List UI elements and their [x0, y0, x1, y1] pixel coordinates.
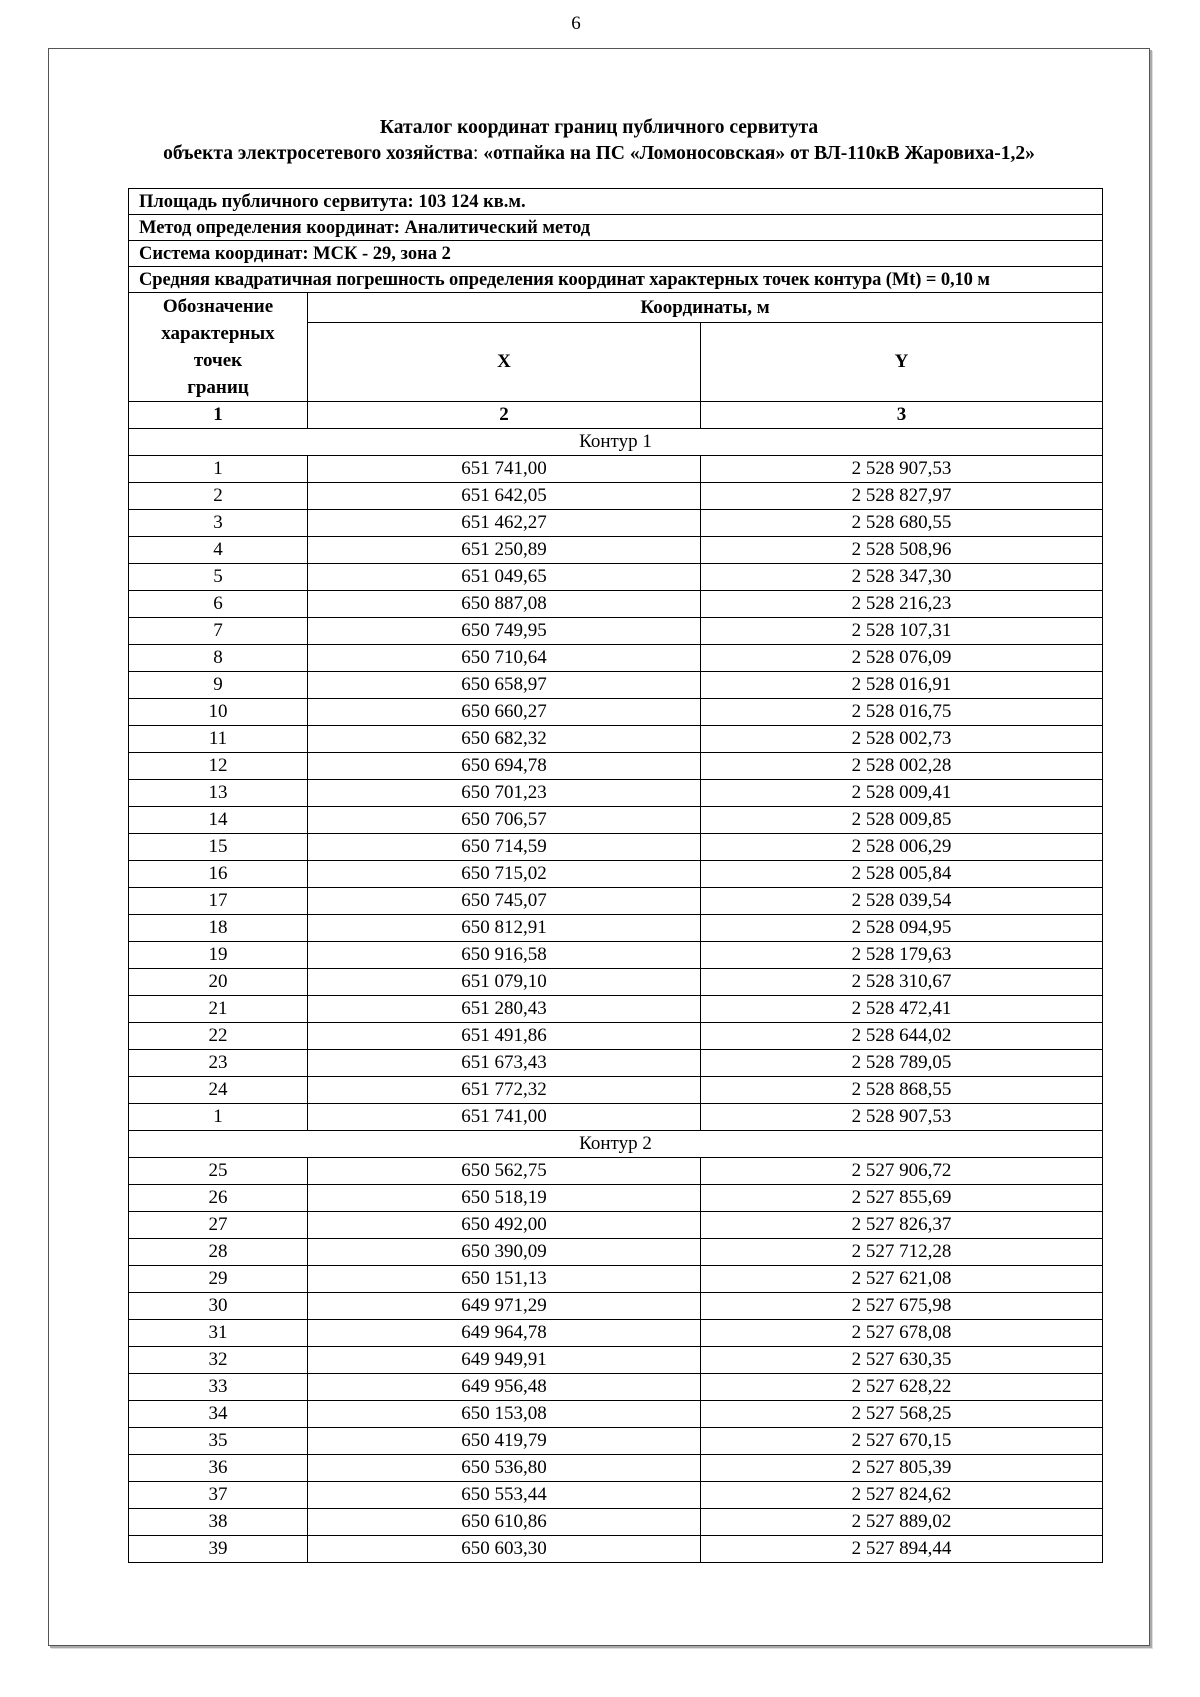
point-number-cell: 26	[129, 1185, 308, 1212]
x-coordinate-cell: 650 694,78	[308, 753, 701, 780]
point-number-cell: 20	[129, 969, 308, 996]
x-coordinate-cell: 650 492,00	[308, 1212, 701, 1239]
header-numbering-row	[129, 402, 1103, 429]
y-coordinate-cell: 2 527 621,08	[701, 1266, 1103, 1293]
table-row	[129, 1536, 1103, 1563]
point-number-cell: 31	[129, 1320, 308, 1347]
x-coordinate-cell: 650 916,58	[308, 942, 701, 969]
header-point-line: точек	[193, 350, 243, 371]
y-coordinate-cell: 2 528 016,75	[701, 699, 1103, 726]
x-coordinate-cell: 651 741,00	[308, 456, 701, 483]
y-coordinate-cell: 2 528 179,63	[701, 942, 1103, 969]
x-coordinate-cell: 650 701,23	[308, 780, 701, 807]
point-number-cell: 2	[129, 483, 308, 510]
y-coordinate-cell: 2 527 630,35	[701, 1347, 1103, 1374]
x-coordinate-cell: 650 715,02	[308, 861, 701, 888]
info-system: Система координат: МСК - 29, зона 2	[129, 241, 1103, 267]
table-row	[129, 591, 1103, 618]
x-coordinate-cell: 650 745,07	[308, 888, 701, 915]
table-row	[129, 564, 1103, 591]
point-number-cell: 25	[129, 1158, 308, 1185]
x-coordinate-cell: 650 749,95	[308, 618, 701, 645]
contour-header-row	[129, 1131, 1103, 1158]
y-coordinate-cell: 2 528 005,84	[701, 861, 1103, 888]
table-row	[129, 915, 1103, 942]
point-number-cell: 3	[129, 510, 308, 537]
table-row	[129, 1293, 1103, 1320]
table-row	[129, 483, 1103, 510]
table-row	[129, 1401, 1103, 1428]
point-number-cell: 28	[129, 1239, 308, 1266]
table-row	[129, 1482, 1103, 1509]
table-row	[129, 726, 1103, 753]
table-row	[129, 1428, 1103, 1455]
x-coordinate-cell: 650 153,08	[308, 1401, 701, 1428]
table-row	[129, 537, 1103, 564]
header-coordinates: Координаты, м	[308, 293, 1103, 323]
y-coordinate-cell: 2 528 907,53	[701, 1104, 1103, 1131]
x-coordinate-cell: 649 956,48	[308, 1374, 701, 1401]
header-x: X	[308, 323, 701, 402]
title-line-1: Каталог координат границ публичного сервитута	[379, 117, 819, 138]
info-error: Средняя квадратичная погрешность определения координат характерных точек контура (Mt) = 0,10 м	[129, 267, 1103, 293]
point-number-cell: 32	[129, 1347, 308, 1374]
header-point-line: характерных	[161, 323, 275, 344]
table-row	[129, 1320, 1103, 1347]
info-row-system	[129, 241, 1103, 267]
x-coordinate-cell: 650 390,09	[308, 1239, 701, 1266]
title-line-2-separator: :	[473, 143, 484, 164]
document-title	[48, 115, 1150, 167]
table-row	[129, 672, 1103, 699]
y-coordinate-cell: 2 527 712,28	[701, 1239, 1103, 1266]
table-row	[129, 861, 1103, 888]
table-row	[129, 1077, 1103, 1104]
table-row	[129, 1212, 1103, 1239]
table-row	[129, 1374, 1103, 1401]
x-coordinate-cell: 650 419,79	[308, 1428, 701, 1455]
point-number-cell: 11	[129, 726, 308, 753]
y-coordinate-cell: 2 527 568,25	[701, 1401, 1103, 1428]
table-row	[129, 807, 1103, 834]
coordinates-catalog-table	[128, 188, 1103, 1563]
table-row	[129, 1347, 1103, 1374]
contour-header-row	[129, 429, 1103, 456]
point-number-cell: 17	[129, 888, 308, 915]
contour-label: Контур 1	[129, 429, 1103, 456]
point-number-cell: 21	[129, 996, 308, 1023]
y-coordinate-cell: 2 528 310,67	[701, 969, 1103, 996]
y-coordinate-cell: 2 528 347,30	[701, 564, 1103, 591]
table-row	[129, 510, 1103, 537]
y-coordinate-cell: 2 528 039,54	[701, 888, 1103, 915]
point-number-cell: 27	[129, 1212, 308, 1239]
table-row	[129, 618, 1103, 645]
x-coordinate-cell: 650 603,30	[308, 1536, 701, 1563]
x-coordinate-cell: 651 280,43	[308, 996, 701, 1023]
info-row-method	[129, 215, 1103, 241]
x-coordinate-cell: 651 772,32	[308, 1077, 701, 1104]
y-coordinate-cell: 2 528 016,91	[701, 672, 1103, 699]
y-coordinate-cell: 2 527 670,15	[701, 1428, 1103, 1455]
point-number-cell: 6	[129, 591, 308, 618]
y-coordinate-cell: 2 528 789,05	[701, 1050, 1103, 1077]
point-number-cell: 36	[129, 1455, 308, 1482]
x-coordinate-cell: 651 642,05	[308, 483, 701, 510]
table-row	[129, 1266, 1103, 1293]
table-row	[129, 1023, 1103, 1050]
point-number-cell: 24	[129, 1077, 308, 1104]
point-number-cell: 33	[129, 1374, 308, 1401]
header-col-num-2: 2	[308, 402, 701, 429]
y-coordinate-cell: 2 527 855,69	[701, 1185, 1103, 1212]
y-coordinate-cell: 2 527 894,44	[701, 1536, 1103, 1563]
table-row	[129, 1104, 1103, 1131]
table-row	[129, 1050, 1103, 1077]
table-row	[129, 699, 1103, 726]
x-coordinate-cell: 650 714,59	[308, 834, 701, 861]
y-coordinate-cell: 2 527 889,02	[701, 1509, 1103, 1536]
y-coordinate-cell: 2 528 907,53	[701, 456, 1103, 483]
x-coordinate-cell: 650 887,08	[308, 591, 701, 618]
point-number-cell: 34	[129, 1401, 308, 1428]
x-coordinate-cell: 649 964,78	[308, 1320, 701, 1347]
y-coordinate-cell: 2 528 076,09	[701, 645, 1103, 672]
point-number-cell: 37	[129, 1482, 308, 1509]
x-coordinate-cell: 651 462,27	[308, 510, 701, 537]
y-coordinate-cell: 2 528 009,41	[701, 780, 1103, 807]
x-coordinate-cell: 650 562,75	[308, 1158, 701, 1185]
x-coordinate-cell: 649 971,29	[308, 1293, 701, 1320]
x-coordinate-cell: 651 079,10	[308, 969, 701, 996]
table-row	[129, 942, 1103, 969]
x-coordinate-cell: 650 660,27	[308, 699, 701, 726]
header-point-designation	[129, 293, 308, 402]
point-number-cell: 10	[129, 699, 308, 726]
y-coordinate-cell: 2 527 826,37	[701, 1212, 1103, 1239]
point-number-cell: 39	[129, 1536, 308, 1563]
point-number-cell: 30	[129, 1293, 308, 1320]
point-number-cell: 19	[129, 942, 308, 969]
info-area: Площадь публичного сервитута: 103 124 кв.м.	[129, 189, 1103, 215]
title-line-2-suffix: «отпайка на ПС «Ломоносовская» от ВЛ-110кВ Жаровиха-1,2»	[483, 143, 1035, 164]
y-coordinate-cell: 2 528 094,95	[701, 915, 1103, 942]
table-row	[129, 996, 1103, 1023]
x-coordinate-cell: 651 491,86	[308, 1023, 701, 1050]
y-coordinate-cell: 2 528 216,23	[701, 591, 1103, 618]
y-coordinate-cell: 2 527 805,39	[701, 1455, 1103, 1482]
title-line-2-prefix: объекта электросетевого хозяйства	[163, 143, 473, 164]
point-number-cell: 38	[129, 1509, 308, 1536]
x-coordinate-cell: 650 610,86	[308, 1509, 701, 1536]
table-row	[129, 969, 1103, 996]
point-number-cell: 29	[129, 1266, 308, 1293]
point-number-cell: 13	[129, 780, 308, 807]
y-coordinate-cell: 2 528 868,55	[701, 1077, 1103, 1104]
y-coordinate-cell: 2 527 906,72	[701, 1158, 1103, 1185]
x-coordinate-cell: 651 250,89	[308, 537, 701, 564]
point-number-cell: 16	[129, 861, 308, 888]
table-row	[129, 753, 1103, 780]
page-number: 6	[571, 13, 581, 34]
header-y: Y	[701, 323, 1103, 402]
table-row	[129, 1185, 1103, 1212]
info-method: Метод определения координат: Аналитический метод	[129, 215, 1103, 241]
y-coordinate-cell: 2 527 678,08	[701, 1320, 1103, 1347]
y-coordinate-cell: 2 528 002,28	[701, 753, 1103, 780]
table-row	[129, 888, 1103, 915]
y-coordinate-cell: 2 528 508,96	[701, 537, 1103, 564]
point-number-cell: 23	[129, 1050, 308, 1077]
contour-label: Контур 2	[129, 1131, 1103, 1158]
point-number-cell: 35	[129, 1428, 308, 1455]
table-row	[129, 1509, 1103, 1536]
header-point-line: Обозначение	[162, 296, 274, 317]
point-number-cell: 7	[129, 618, 308, 645]
y-coordinate-cell: 2 528 107,31	[701, 618, 1103, 645]
header-col-num-1: 1	[129, 402, 308, 429]
point-number-cell: 5	[129, 564, 308, 591]
y-coordinate-cell: 2 528 680,55	[701, 510, 1103, 537]
y-coordinate-cell: 2 528 472,41	[701, 996, 1103, 1023]
x-coordinate-cell: 651 049,65	[308, 564, 701, 591]
point-number-cell: 22	[129, 1023, 308, 1050]
y-coordinate-cell: 2 527 628,22	[701, 1374, 1103, 1401]
y-coordinate-cell: 2 528 002,73	[701, 726, 1103, 753]
y-coordinate-cell: 2 528 009,85	[701, 807, 1103, 834]
x-coordinate-cell: 650 706,57	[308, 807, 701, 834]
header-col-num-3: 3	[701, 402, 1103, 429]
table-row	[129, 1239, 1103, 1266]
y-coordinate-cell: 2 527 675,98	[701, 1293, 1103, 1320]
x-coordinate-cell: 650 710,64	[308, 645, 701, 672]
info-row-error	[129, 267, 1103, 293]
y-coordinate-cell: 2 528 827,97	[701, 483, 1103, 510]
x-coordinate-cell: 650 536,80	[308, 1455, 701, 1482]
x-coordinate-cell: 651 741,00	[308, 1104, 701, 1131]
x-coordinate-cell: 650 518,19	[308, 1185, 701, 1212]
point-number-cell: 18	[129, 915, 308, 942]
table-row	[129, 645, 1103, 672]
point-number-cell: 9	[129, 672, 308, 699]
x-coordinate-cell: 651 673,43	[308, 1050, 701, 1077]
y-coordinate-cell: 2 528 644,02	[701, 1023, 1103, 1050]
y-coordinate-cell: 2 528 006,29	[701, 834, 1103, 861]
header-row-1	[129, 293, 1103, 323]
title-line-2	[48, 141, 1150, 167]
table-row	[129, 1455, 1103, 1482]
point-number-cell: 15	[129, 834, 308, 861]
header-point-line: границ	[187, 377, 249, 398]
x-coordinate-cell: 650 812,91	[308, 915, 701, 942]
point-number-cell: 8	[129, 645, 308, 672]
info-row-area	[129, 189, 1103, 215]
point-number-cell: 1	[129, 456, 308, 483]
table-row	[129, 834, 1103, 861]
y-coordinate-cell: 2 527 824,62	[701, 1482, 1103, 1509]
x-coordinate-cell: 650 553,44	[308, 1482, 701, 1509]
point-number-cell: 14	[129, 807, 308, 834]
point-number-cell: 4	[129, 537, 308, 564]
x-coordinate-cell: 650 151,13	[308, 1266, 701, 1293]
x-coordinate-cell: 650 682,32	[308, 726, 701, 753]
table-row	[129, 1158, 1103, 1185]
x-coordinate-cell: 650 658,97	[308, 672, 701, 699]
point-number-cell: 1	[129, 1104, 308, 1131]
point-number-cell: 12	[129, 753, 308, 780]
table-row	[129, 780, 1103, 807]
table-row	[129, 456, 1103, 483]
x-coordinate-cell: 649 949,91	[308, 1347, 701, 1374]
